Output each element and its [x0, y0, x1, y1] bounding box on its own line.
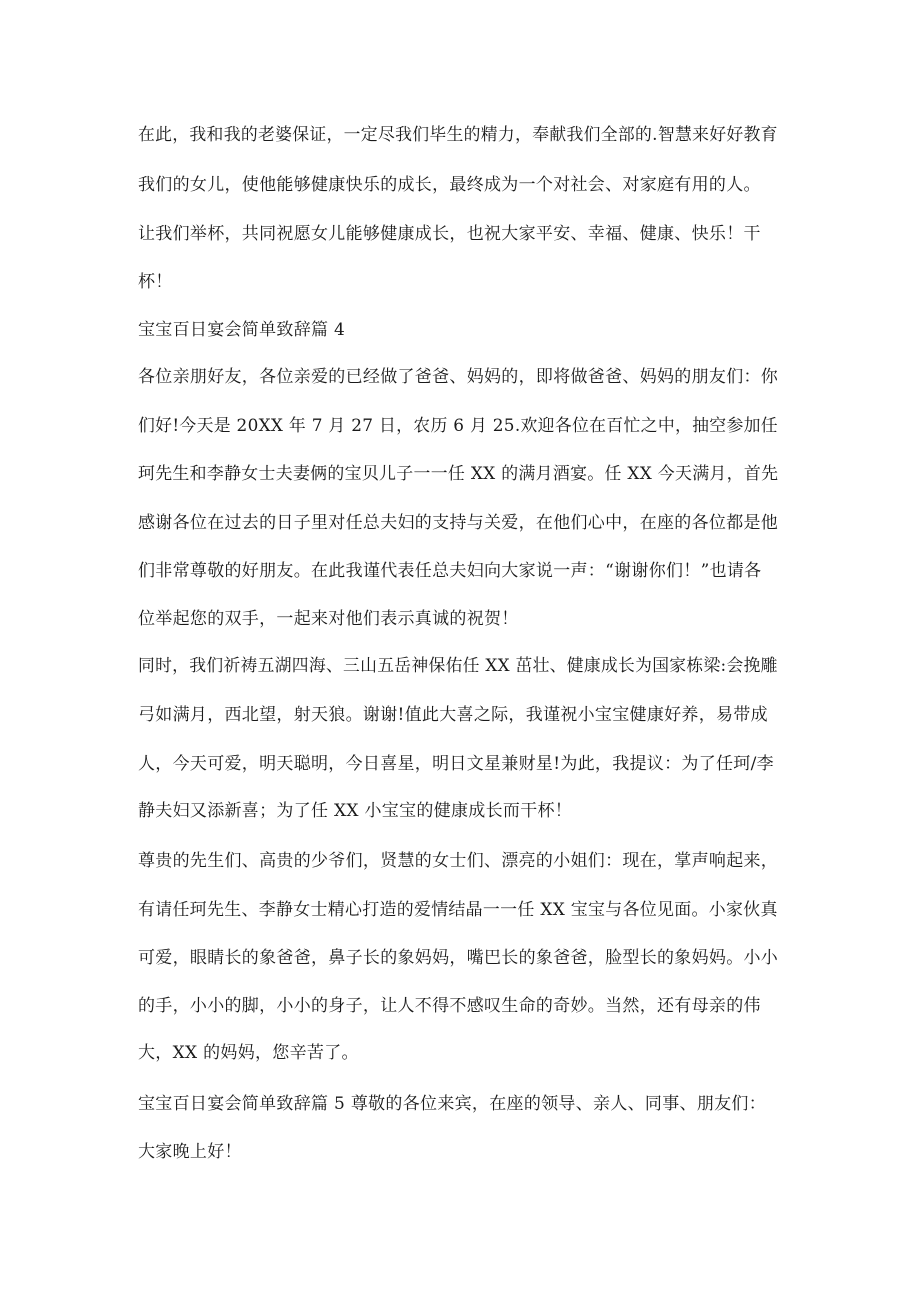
text-line: 静夫妇又添新喜；为了任 XX 小宝宝的健康成长而干杯！	[138, 801, 573, 821]
text-line: 人，今天可爱，明天聪明，今日喜星，明日文星兼财星!为此，我提议：为了任珂/李	[138, 754, 774, 774]
text-line: 位举起您的双手，一起来对他们表示真诚的祝贺！	[138, 609, 519, 629]
text-line: 们好!今天是 20XX 年 7 月 27 日，农历 6 月 25.欢迎各位在百忙之中，抽空参加任	[138, 416, 778, 436]
text-line: 尊贵的先生们、高贵的少爷们，贤慧的女士们、漂亮的小姐们：现在，掌声响起来，	[138, 851, 779, 871]
text-line: 在此，我和我的老婆保证，一定尽我们毕生的精力，奉献我们全部的.智慧来好好教育	[138, 125, 778, 145]
text-line: 有请任珂先生、李静女士精心打造的爱情结晶一一任 XX 宝宝与各位见面。小家伙真	[138, 900, 778, 920]
text-line: 同时，我们祈祷五湖四海、三山五岳神保佑任 XX 茁壮、健康成长为国家栋梁:会挽雕	[138, 656, 778, 676]
section-heading: 宝宝百日宴会简单致辞篇 4	[138, 320, 346, 340]
text-line: 弓如满月，西北望，射天狼。谢谢!值此大喜之际，我谨祝小宝宝健康好养，易带成	[138, 705, 768, 725]
text-line: 大，XX 的妈妈，您辛苦了。	[138, 1043, 359, 1063]
text-line: 们非常尊敬的好朋友。在此我谨代表任总夫妇向大家说一声：“谢谢你们！”也请各	[138, 561, 762, 581]
text-line: 让我们举杯，共同祝愿女儿能够健康成长，也祝大家平安、幸福、健康、快乐！干	[138, 224, 761, 244]
text-line: 的手，小小的脚，小小的身子，让人不得不感叹生命的奇妙。当然，还有母亲的伟	[138, 996, 761, 1016]
text-line: 感谢各位在过去的日子里对任总夫妇的支持与关爱，在他们心中，在座的各位都是他	[138, 513, 779, 533]
text-line: 各位亲朋好友，各位亲爱的已经做了爸爸、妈妈的，即将做爸爸、妈妈的朋友们：你	[138, 367, 779, 387]
text-line: 我们的女儿，使他能够健康快乐的成长，最终成为一个对社会、对家庭有用的人。	[138, 175, 761, 195]
text-line: 杯！	[138, 272, 173, 292]
section-heading: 宝宝百日宴会简单致辞篇 5 尊敬的各位来宾，在座的领导、亲人、同事、朋友们：	[138, 1094, 767, 1114]
text-line: 珂先生和李静女士夫妻俩的宝贝儿子一一任 XX 的满月酒宴。任 XX 今天满月，首先	[138, 464, 779, 484]
text-line: 可爱，眼睛长的象爸爸，鼻子长的象妈妈，嘴巴长的象爸爸，脸型长的象妈妈。小小	[138, 948, 779, 968]
text-line: 大家晚上好！	[138, 1142, 242, 1162]
